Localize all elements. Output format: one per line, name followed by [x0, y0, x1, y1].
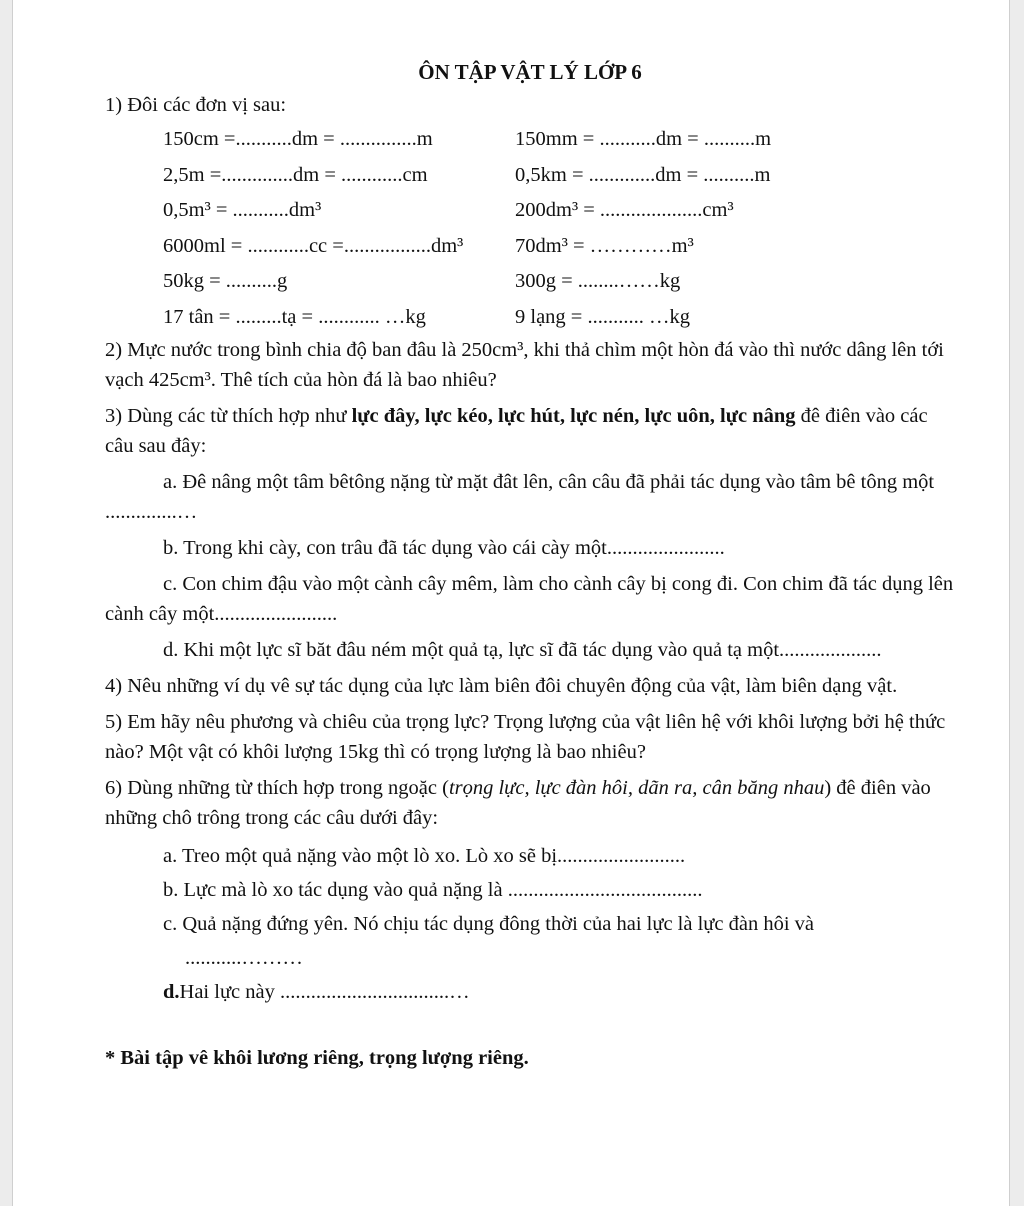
document-page: [12, 0, 1010, 1206]
conversion-row: [105, 229, 955, 265]
conversion-right: 200dm³ = ....................cm³: [515, 199, 734, 221]
q6-intro: [105, 773, 955, 833]
q6-intro-end: ) đê điên vào những chô trông trong các câu dưới đây:: [105, 777, 931, 829]
q3-item-c: c. Con chim đậu vào một cành cây mêm, làm cho cành cây bị cong đi. Con chim đã tác dụng lên cành cây một........................: [105, 573, 954, 625]
section-footer: * Bài tập vê khôi lương riêng, trọng lượng riêng.: [105, 1047, 529, 1069]
conversion-row: [105, 158, 955, 194]
conversion-right: 70dm³ = …………m³: [515, 234, 694, 257]
q3-intro: [105, 401, 955, 461]
conversion-left: 150cm =...........dm = ...............m: [163, 128, 433, 150]
conversion-row: [105, 300, 955, 336]
q1-conversions: [105, 122, 955, 335]
conversion-left: 17 tân = .........tạ = ............ …kg: [163, 305, 426, 328]
conversion-row: [105, 193, 955, 229]
q6-item-d-text: Hai lực này .................................…: [179, 981, 470, 1003]
q5-text: 5) Em hãy nêu phương và chiêu của trọng lực? Trọng lượng của vật liên hệ với khôi lượng bởi hệ thức nào? Một vật có khôi lượng 15kg thì có trọng lượng là bao nhiêu?: [105, 711, 946, 763]
conversion-right: 300g = ........……kg: [515, 270, 681, 292]
page-title: ÔN TẬP VẬT LÝ LỚP 6: [418, 60, 642, 84]
q6-item-d: [105, 975, 955, 1009]
q3-item-d: d. Khi một lực sĩ băt đâu ném một quả tạ, lực sĩ đã tác dụng vào quả tạ một....................: [163, 639, 882, 661]
conversion-left: 2,5m =..............dm = ............cm: [163, 163, 428, 186]
q2-text: 2) Mực nước trong bình chia độ ban đâu là 250cm³, khi thả chìm một hòn đá vào thì nước dâng lên tới vạch 425cm³. Thê tích của hòn đá là bao nhiêu?: [105, 339, 944, 391]
conversion-right: 150mm = ...........dm = ..........m: [515, 128, 772, 150]
q1-heading: 1) Đôi các đơn vị sau:: [105, 94, 287, 116]
spacer: [105, 1009, 955, 1041]
q6-intro-start: 6) Dùng những từ thích hợp trong ngoặc (: [105, 777, 449, 799]
q6-item-b: b. Lực mà lò xo tác dụng vào quả nặng là ......................................: [163, 879, 703, 901]
conversion-left: 0,5m³ = ...........dm³: [163, 199, 322, 221]
conversion-right: 0,5km = .............dm = ..........m: [515, 163, 771, 186]
q6-item-d-label: d.: [163, 981, 180, 1003]
conversion-left: 6000ml = ............cc =.................dm³: [163, 234, 464, 257]
q3-force-words: lực đây, lực kéo, lực hút, lực nén, lực uôn, lực nâng: [351, 405, 796, 427]
q3-item-b: b. Trong khi cày, con trâu đã tác dụng vào cái cày một.......................: [163, 537, 725, 559]
q6-item-c: c. Quả nặng đứng yên. Nó chịu tác dụng đông thời của hai lực là lực đàn hôi và: [163, 913, 815, 935]
q6-item-c-blank: ...........………: [185, 947, 303, 969]
q3-intro-end: đê điên vào các câu sau đây:: [105, 405, 928, 457]
q4-text: 4) Nêu những ví dụ vê sự tác dụng của lực làm biên đôi chuyên động của vật, làm biên dạng vật.: [105, 675, 898, 697]
document-content: [105, 56, 955, 1075]
conversion-left: 50kg = ..........g: [163, 270, 288, 292]
conversion-right: 9 lạng = ........... …kg: [515, 305, 690, 328]
q6-word-list: trọng lực, lực đàn hôi, dãn ra, cân băng nhau: [448, 777, 825, 799]
q3-intro-start: 3) Dùng các từ thích hợp như: [105, 405, 352, 427]
q3-item-a: a. Đê nâng một tâm bêtông nặng từ mặt đât lên, cân câu đã phải tác dụng vào tâm bê tông một ..............…: [105, 471, 935, 523]
q6-item-a: a. Treo một quả nặng vào một lò xo. Lò xo sẽ bị.........................: [163, 845, 686, 867]
conversion-row: [105, 122, 955, 158]
conversion-row: [105, 264, 955, 300]
